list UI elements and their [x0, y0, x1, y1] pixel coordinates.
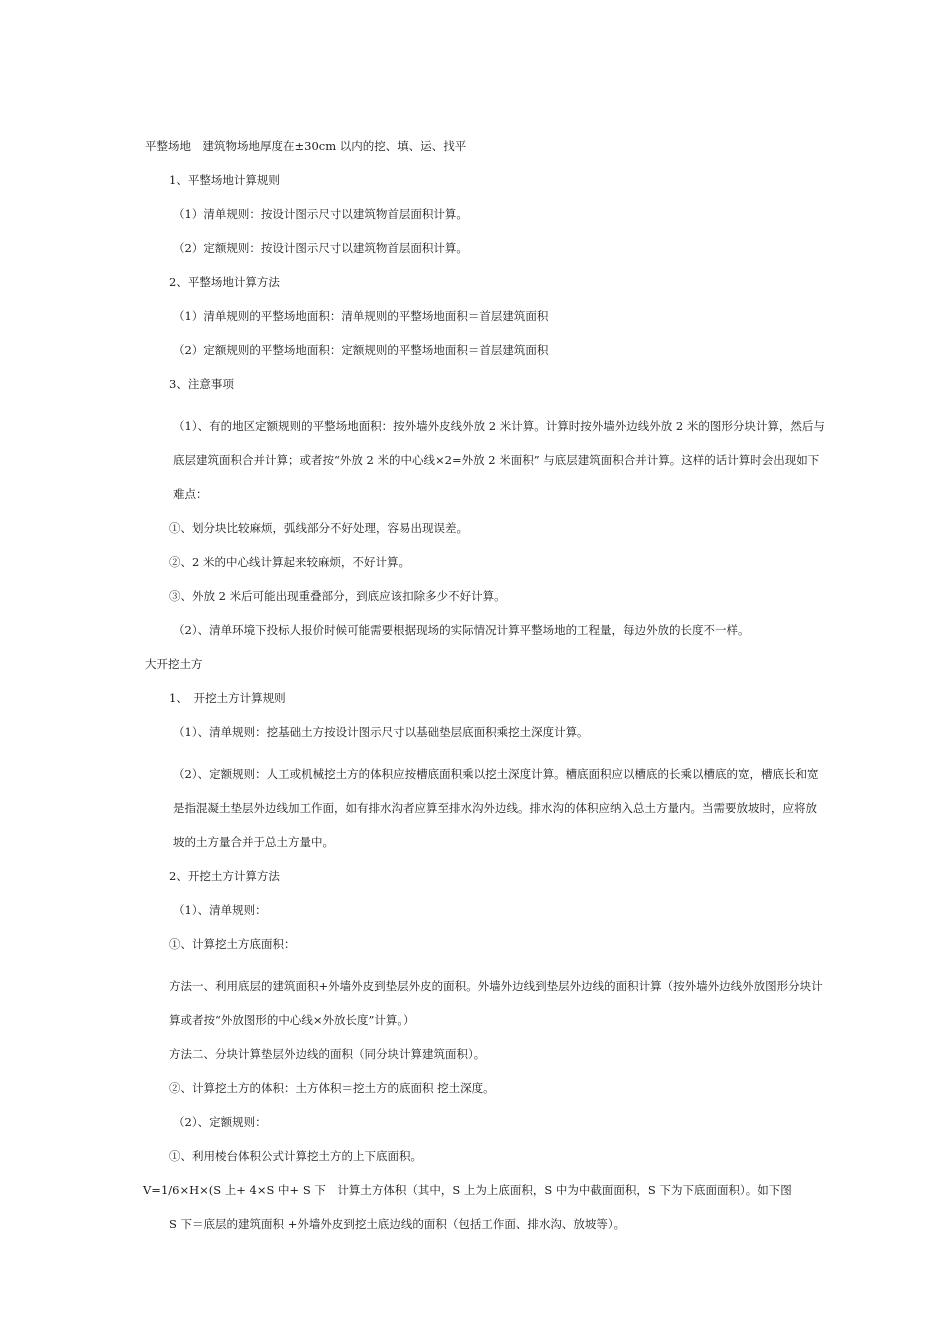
paragraph-excavation-quota-rule: （2）、定额规则：人工或机械挖土方的体积应按槽底面积乘以挖土深度计算。槽底面积应以槽底的长乘以槽底的宽，槽底长和宽是指混凝土垫层外边线加工作面，如有排水沟者应算至排水沟外边线。排水沟的体积应纳入总土方量内。当需要放坡时，应将放坡的土方量合并于总土方量中。 [173, 767, 819, 849]
section-title-excavation: 大开挖土方 [145, 657, 203, 671]
paragraph-method-one: 方法一、利用底层的建筑面积+外墙外皮到垫层外皮的面积。外墙外边线到垫层外边线的面积计算（按外墙外边线外放图形分块计算或者按“外放图形的中心线×外放长度”计算。） [169, 979, 823, 1027]
heading-leveling-rules: 1、平整场地计算规则 [169, 173, 280, 187]
heading-notes: 3、注意事项 [169, 377, 234, 391]
paragraph-method-quota-rule: （2）、定额规则： [173, 1115, 267, 1129]
paragraph-difficulty-2: ②、2 米的中心线计算起来较麻烦，不好计算。 [169, 555, 410, 569]
heading-excavation-method: 2、开挖土方计算方法 [169, 869, 280, 883]
paragraph-difficulty-3: ③、外放 2 米后可能出现重叠部分，到底应该扣除多少不好计算。 [169, 589, 506, 603]
paragraph-list-area: （1）清单规则的平整场地面积：清单规则的平整场地面积＝首层建筑面积 [173, 309, 549, 323]
heading-excavation-rules: 1、 开挖土方计算规则 [169, 691, 286, 705]
paragraph-frustum-formula: ①、利用棱台体积公式计算挖土方的上下底面积。 [169, 1149, 422, 1163]
section-title-site-leveling: 平整场地 建筑物场地厚度在±30cm 以内的挖、填、运、找平 [145, 139, 467, 153]
paragraph-excavation-list-rule: （1）、清单规则：挖基础土方按设计图示尺寸以基础垫层底面积乘挖土深度计算。 [173, 725, 589, 739]
document-body [145, 137, 825, 1249]
paragraph-note-2: （2）、清单环境下投标人报价时候可能需要根据现场的实际情况计算平整场地的工程量，每边外放的长度不一样。 [173, 623, 750, 637]
paragraph-note-1: （1）、有的地区定额规则的平整场地面积：按外墙外皮线外放 2 米计算。计算时按外墙外边线外放 2 米的图形分块计算，然后与底层建筑面积合并计算；或者按“外放 2 米的中心线×2=外放 2 米面积” 与底层建筑面积合并计算。这样的话计算时会出现如下难点： [173, 419, 825, 501]
paragraph-quota-rule: （2）定额规则：按设计图示尺寸以建筑物首层面积计算。 [173, 241, 468, 255]
paragraph-volume: ②、计算挖土方的体积：土方体积＝挖土方的底面积 挖土深度。 [169, 1081, 495, 1095]
paragraph-method-list-rule: （1）、清单规则： [173, 903, 267, 917]
paragraph-bottom-area-definition: S 下＝底层的建筑面积 +外墙外皮到挖土底边线的面积（包括工作面、排水沟、放坡等）。 [169, 1217, 626, 1231]
paragraph-list-rule: （1）清单规则：按设计图示尺寸以建筑物首层面积计算。 [173, 207, 468, 221]
heading-leveling-method: 2、平整场地计算方法 [169, 275, 280, 289]
paragraph-quota-area: （2）定额规则的平整场地面积：定额规则的平整场地面积＝首层建筑面积 [173, 343, 549, 357]
paragraph-difficulty-1: ①、划分块比较麻烦，弧线部分不好处理，容易出现误差。 [169, 521, 468, 535]
paragraph-volume-formula: V=1/6×H×(S 上+ 4×S 中+ S 下 计算土方体积（其中，S 上为上底面积，S 中为中截面面积，S 下为下底面面积）。如下图 [143, 1183, 792, 1197]
paragraph-method-two: 方法二、分块计算垫层外边线的面积（同分块计算建筑面积）。 [169, 1047, 486, 1061]
paragraph-bottom-area: ①、计算挖土方底面积： [169, 937, 296, 951]
